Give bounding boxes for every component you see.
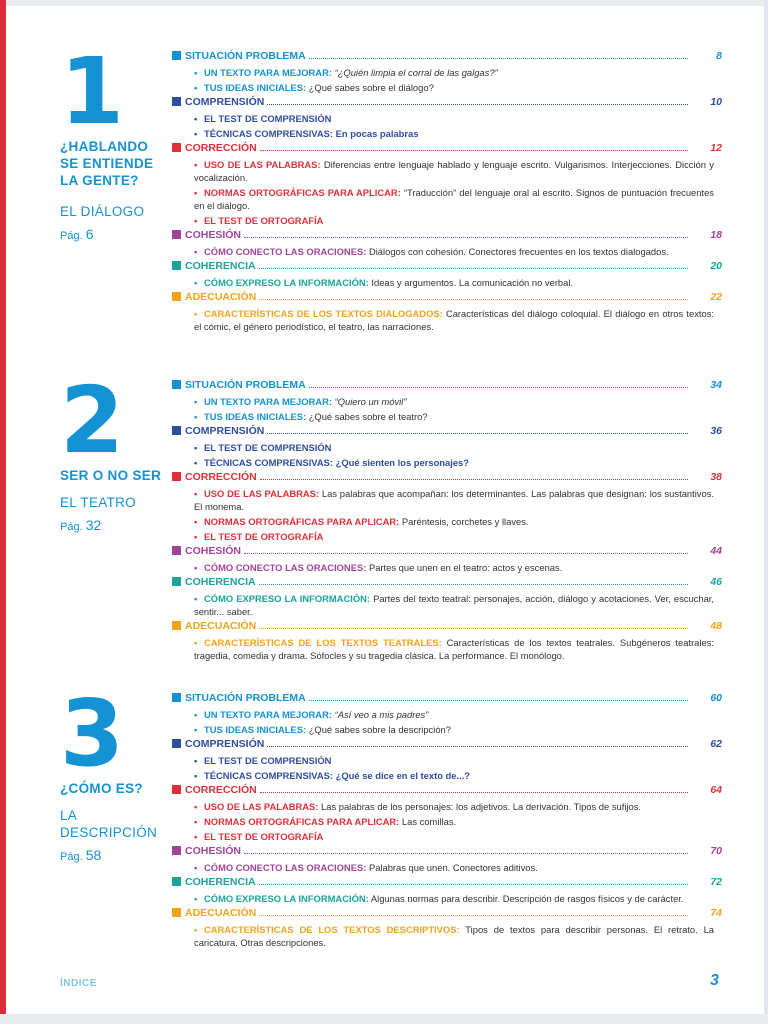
item-text: Características del diálogo coloquial. El diálogo en otros textos: el cómic, el género periodístico, el teatro, las narraciones. [194, 308, 714, 332]
item-label: CÓMO EXPRESO LA INFORMACIÓN: [204, 893, 369, 904]
unit-title [60, 467, 170, 484]
dot-leader [244, 237, 688, 238]
toc-item: • TÉCNICAS COMPRENSIVAS: ¿Qué se dice en el texto de...? [194, 770, 471, 781]
section-name: COHERENCIA [185, 576, 256, 588]
unit-2-toc [172, 379, 722, 664]
item-label: EL TEST DE ORTOGRAFÍA [204, 215, 324, 226]
section-page: 44 [710, 545, 722, 557]
toc-item: • EL TEST DE COMPRENSIÓN [194, 442, 332, 453]
unit-1-header [60, 38, 170, 242]
item-label: TÉCNICAS COMPRENSIVAS: [204, 457, 334, 468]
unit-3-toc [172, 692, 722, 951]
section-name: CORRECCIÓN [185, 142, 257, 154]
unit-page-ref [60, 517, 170, 533]
section-marker-square [172, 261, 181, 270]
section-page: 38 [710, 471, 722, 483]
toc-item: • EL TEST DE ORTOGRAFÍA [194, 215, 324, 226]
item-label: USO DE LAS PALABRAS: [204, 801, 319, 812]
item-text: Paréntesis, corchetes y llaves. [401, 516, 529, 527]
section-marker-square [172, 230, 181, 239]
section-comprension[interactable] [172, 96, 722, 112]
item-label: NORMAS ORTOGRÁFICAS PARA APLICAR: [204, 516, 400, 527]
section-name: SITUACIÓN PROBLEMA [185, 692, 306, 704]
toc-item: • TUS IDEAS INICIALES: ¿Qué sabes sobre el teatro? [194, 411, 428, 422]
section-name: CORRECCIÓN [185, 784, 257, 796]
unit-number: 1 [60, 38, 123, 145]
item-text: Las comillas. [401, 816, 457, 827]
toc-item: • CÓMO EXPRESO LA INFORMACIÓN: Ideas y argumentos. La comunicación no verbal. [194, 277, 574, 288]
item-label: TUS IDEAS INICIALES: [204, 724, 307, 735]
section-name: COHESIÓN [185, 545, 242, 557]
section-page: 18 [710, 229, 722, 241]
toc-item: • UN TEXTO PARA MEJORAR: “Quiero un móvil” [194, 396, 407, 407]
section-name: ADECUACIÓN [185, 620, 257, 632]
toc-item: • NORMAS ORTOGRÁFICAS PARA APLICAR: Las comillas. [194, 816, 457, 827]
toc-item: • NORMAS ORTOGRÁFICAS PARA APLICAR: “Traducción” del lenguaje oral al escrito. Signos de puntuación frecuentes en el diálogo. [194, 187, 714, 211]
section-marker-square [172, 97, 181, 106]
section-name: SITUACIÓN PROBLEMA [185, 50, 306, 62]
section-marker-square [172, 739, 181, 748]
item-label: EL TEST DE ORTOGRAFÍA [204, 531, 324, 542]
section-name: COHESIÓN [185, 229, 242, 241]
item-label: UN TEXTO PARA MEJORAR: [204, 67, 332, 78]
section-page: 60 [710, 692, 722, 704]
dot-leader [259, 884, 688, 885]
section-page: 8 [716, 50, 722, 62]
toc-item: • EL TEST DE ORTOGRAFÍA [194, 831, 324, 842]
pag-label: Pág. [60, 521, 83, 533]
unit-1-toc [172, 50, 722, 335]
item-text: “Así veo a mis padres” [334, 709, 429, 720]
section-marker-square [172, 785, 181, 794]
toc-item: • UN TEXTO PARA MEJORAR: “Así veo a mis padres” [194, 709, 429, 720]
pag-number: 32 [85, 517, 102, 533]
section-marker-square [172, 143, 181, 152]
dot-leader [244, 853, 688, 854]
item-text: Las palabras de los personajes: los adjetivos. La derivación. Tipos de sufijos. [321, 801, 642, 812]
section-name: COHERENCIA [185, 260, 256, 272]
section-comprension[interactable] [172, 425, 722, 441]
item-label: CARACTERÍSTICAS DE LOS TEXTOS TEATRALES: [204, 637, 442, 648]
item-label: UN TEXTO PARA MEJORAR: [204, 709, 332, 720]
unit-page-ref [60, 226, 170, 242]
dot-leader [309, 387, 688, 388]
toc-item: • USO DE LAS PALABRAS: Diferencias entre lenguaje hablado y lenguaje escrito. Vulgarismos. Interjecciones. Dicción y vocalización. [194, 159, 714, 183]
unit-number: 2 [60, 367, 123, 474]
toc-item: • CÓMO EXPRESO LA INFORMACIÓN: Partes del texto teatral: personajes, acción, diálogo y acotaciones. Ver, escuchar, sentir... saber. [194, 593, 714, 617]
unit-title-line: ¿CÓMO ES? [60, 781, 143, 796]
section-page: 74 [710, 907, 722, 919]
dot-leader [260, 792, 688, 793]
section-marker-square [172, 846, 181, 855]
section-comprension[interactable] [172, 738, 722, 754]
section-name: COHESIÓN [185, 845, 242, 857]
toc-item: • EL TEST DE COMPRENSIÓN [194, 755, 332, 766]
section-name: SITUACIÓN PROBLEMA [185, 379, 306, 391]
dot-leader [267, 746, 688, 747]
section-page: 48 [710, 620, 722, 632]
item-label: UN TEXTO PARA MEJORAR: [204, 396, 332, 407]
dot-leader [259, 268, 688, 269]
section-situacion[interactable] [172, 692, 722, 708]
footer-index-label: ÍNDICE [60, 978, 97, 989]
section-page: 12 [710, 142, 722, 154]
unit-subtitle [60, 807, 170, 841]
item-text: Palabras que unen. Conectores aditivos. [368, 862, 538, 873]
toc-item: • UN TEXTO PARA MEJORAR: “¿Quién limpia el corral de las galgas?” [194, 67, 498, 78]
item-text: “¿Quién limpia el corral de las galgas?” [334, 67, 498, 78]
section-name: CORRECCIÓN [185, 471, 257, 483]
pag-label: Pág. [60, 851, 83, 863]
item-text: Algunas normas para describir. Descripción de rasgos físicos y de carácter. [370, 893, 684, 904]
dot-leader [260, 150, 688, 151]
toc-item: • CÓMO CONECTO LAS ORACIONES: Partes que unen en el teatro: actos y escenas. [194, 562, 563, 573]
toc-item: • TÉCNICAS COMPRENSIVAS: En pocas palabras [194, 128, 419, 139]
item-label: EL TEST DE COMPRENSIÓN [204, 755, 332, 766]
unit-title-line: SE ENTIENDE [60, 156, 154, 171]
item-label: NORMAS ORTOGRÁFICAS PARA APLICAR: [204, 816, 400, 827]
page-edge-top [0, 0, 768, 6]
item-text: ¿Qué se dice en el texto de...? [335, 770, 471, 781]
unit-title-line: ¿HABLANDO [60, 139, 149, 154]
dot-leader [259, 628, 688, 629]
dot-leader [267, 433, 688, 434]
item-text: ¿Qué sienten los personajes? [335, 457, 469, 468]
toc-item: • TUS IDEAS INICIALES: ¿Qué sabes sobre la descripción? [194, 724, 451, 735]
section-marker-square [172, 472, 181, 481]
section-marker-square [172, 877, 181, 886]
unit-title-line: SER O NO SER [60, 468, 162, 483]
pag-number: 6 [85, 226, 94, 242]
dot-leader [259, 915, 688, 916]
section-name: COMPRENSIÓN [185, 96, 265, 108]
dot-leader [259, 299, 688, 300]
section-cohesion[interactable] [172, 845, 722, 861]
unit-subtitle-line: LA [60, 808, 78, 823]
section-marker-square [172, 51, 181, 60]
item-text: Características de los textos teatrales. Subgéneros teatrales: tragedia, comedia y drama. Sófocles y su tragedia clásica. La performance. El monólogo. [194, 637, 714, 661]
dot-leader [244, 553, 688, 554]
section-situacion[interactable] [172, 379, 722, 395]
section-page: 62 [710, 738, 722, 750]
section-adecuacion[interactable] [172, 291, 722, 307]
section-name: COMPRENSIÓN [185, 425, 265, 437]
section-name: COMPRENSIÓN [185, 738, 265, 750]
item-label: CÓMO CONECTO LAS ORACIONES: [204, 562, 367, 573]
item-text: Ideas y argumentos. La comunicación no verbal. [371, 277, 574, 288]
unit-2-header [60, 367, 170, 533]
unit-page-ref [60, 847, 170, 863]
dot-leader [309, 700, 688, 701]
unit-subtitle: EL TEATRO [60, 495, 136, 510]
toc-item: • CARACTERÍSTICAS DE LOS TEXTOS DIALOGADOS: Características del diálogo coloquial. El diálogo en otros textos: el cómic, el género periodístico, el teatro, las narraciones. [194, 308, 714, 332]
toc-item: • CARACTERÍSTICAS DE LOS TEXTOS TEATRALES: Características de los textos teatrales. Subgéneros teatrales: tragedia, comedia y drama. Sófocles y su tragedia clásica. La performance. El monólogo. [194, 637, 714, 661]
section-cohesion[interactable] [172, 229, 722, 245]
unit-subtitle-line: DESCRIPCIÓN [60, 825, 158, 840]
item-text: En pocas palabras [335, 128, 419, 139]
section-page: 70 [710, 845, 722, 857]
unit-title-line: LA GENTE? [60, 173, 139, 188]
section-page: 20 [710, 260, 722, 272]
section-marker-square [172, 693, 181, 702]
item-label: CÓMO CONECTO LAS ORACIONES: [204, 246, 367, 257]
section-correccion[interactable] [172, 471, 722, 487]
unit-3-header [60, 680, 170, 863]
item-text: ¿Qué sabes sobre la descripción? [308, 724, 451, 735]
section-marker-square [172, 292, 181, 301]
section-page: 22 [710, 291, 722, 303]
page-edge-left [0, 0, 6, 1024]
item-label: TUS IDEAS INICIALES: [204, 82, 307, 93]
unit-number: 3 [60, 680, 123, 787]
section-page: 10 [710, 96, 722, 108]
toc-item: • TUS IDEAS INICIALES: ¿Qué sabes sobre el diálogo? [194, 82, 434, 93]
section-marker-square [172, 577, 181, 586]
unit-title [60, 138, 170, 189]
dot-leader [260, 479, 688, 480]
section-marker-square [172, 426, 181, 435]
dot-leader [309, 58, 688, 59]
dot-leader [259, 584, 688, 585]
item-text: Partes que unen en el teatro: actos y escenas. [368, 562, 563, 573]
toc-item: • NORMAS ORTOGRÁFICAS PARA APLICAR: Paréntesis, corchetes y llaves. [194, 516, 529, 527]
section-correccion[interactable] [172, 142, 722, 158]
item-label: EL TEST DE COMPRENSIÓN [204, 113, 332, 124]
toc-item: • USO DE LAS PALABRAS: Las palabras de los personajes: los adjetivos. La derivación. Tipos de sufijos. [194, 801, 642, 812]
section-cohesion[interactable] [172, 545, 722, 561]
toc-item: • TÉCNICAS COMPRENSIVAS: ¿Qué sienten los personajes? [194, 457, 469, 468]
section-name: ADECUACIÓN [185, 907, 257, 919]
toc-item: • CARACTERÍSTICAS DE LOS TEXTOS DESCRIPTIVOS: Tipos de textos para describir personas. El retrato. La caricatura. Otras descripciones. [194, 924, 715, 948]
section-marker-square [172, 380, 181, 389]
toc-item: • EL TEST DE COMPRENSIÓN [194, 113, 332, 124]
toc-item: • CÓMO CONECTO LAS ORACIONES: Palabras que unen. Conectores aditivos. [194, 862, 538, 873]
item-label: CARACTERÍSTICAS DE LOS TEXTOS DIALOGADOS: [204, 308, 443, 319]
dot-leader [267, 104, 688, 105]
item-text: ¿Qué sabes sobre el diálogo? [308, 82, 434, 93]
section-adecuacion[interactable] [172, 907, 722, 923]
toc-item: • CÓMO CONECTO LAS ORACIONES: Diálogos con cohesión. Conectores frecuentes en los textos dialogados. [194, 246, 669, 257]
unit-subtitle: EL DIÁLOGO [60, 204, 145, 219]
item-label: CÓMO EXPRESO LA INFORMACIÓN: [204, 277, 369, 288]
item-text: “Traducción” del lenguaje oral al escrito. Signos de puntuación frecuentes en el diálogo. [194, 187, 714, 211]
section-page: 46 [710, 576, 722, 588]
toc-item: • CÓMO EXPRESO LA INFORMACIÓN: Algunas normas para describir. Descripción de rasgos físicos y de carácter. [194, 893, 684, 904]
item-text: “Quiero un móvil” [334, 396, 407, 407]
section-marker-square [172, 908, 181, 917]
section-coherencia[interactable] [172, 876, 722, 892]
section-coherencia[interactable] [172, 260, 722, 276]
section-marker-square [172, 621, 181, 630]
toc-item: • USO DE LAS PALABRAS: Las palabras que acompañan: los determinantes. Las palabras que designan: los sustantivos. El monema. [194, 488, 714, 512]
section-page: 72 [710, 876, 722, 888]
section-situacion[interactable] [172, 50, 722, 66]
item-text: Partes del texto teatral: personajes, acción, diálogo y acotaciones. Ver, escuchar, sentir... saber. [194, 593, 714, 617]
section-page: 34 [710, 379, 722, 391]
page-edge-right [764, 0, 768, 1024]
item-text: ¿Qué sabes sobre el teatro? [308, 411, 428, 422]
item-label: TÉCNICAS COMPRENSIVAS: [204, 128, 334, 139]
section-correccion[interactable] [172, 784, 722, 800]
item-label: TÉCNICAS COMPRENSIVAS: [204, 770, 334, 781]
item-text: Diferencias entre lenguaje hablado y lenguaje escrito. Vulgarismos. Interjecciones. Dicción y vocalización. [194, 159, 714, 183]
item-label: EL TEST DE COMPRENSIÓN [204, 442, 332, 453]
section-name: COHERENCIA [185, 876, 256, 888]
section-adecuacion[interactable] [172, 620, 722, 636]
item-label: USO DE LAS PALABRAS: [204, 159, 321, 170]
item-label: CARACTERÍSTICAS DE LOS TEXTOS DESCRIPTIVOS: [204, 924, 460, 935]
section-page: 64 [710, 784, 722, 796]
item-label: CÓMO EXPRESO LA INFORMACIÓN: [204, 593, 371, 604]
section-page: 36 [710, 425, 722, 437]
page-edge-bottom [0, 1014, 768, 1024]
item-label: CÓMO CONECTO LAS ORACIONES: [204, 862, 367, 873]
item-label: NORMAS ORTOGRÁFICAS PARA APLICAR: [204, 187, 401, 198]
item-text: Las palabras que acompañan: los determinantes. Las palabras que designan: los sustantivos. El monema. [194, 488, 714, 512]
section-coherencia[interactable] [172, 576, 722, 592]
section-name: ADECUACIÓN [185, 291, 257, 303]
pag-number: 58 [85, 847, 102, 863]
section-marker-square [172, 546, 181, 555]
item-text: Diálogos con cohesión. Conectores frecuentes en los textos dialogados. [368, 246, 669, 257]
item-label: TUS IDEAS INICIALES: [204, 411, 307, 422]
toc-item: • EL TEST DE ORTOGRAFÍA [194, 531, 324, 542]
item-label: USO DE LAS PALABRAS: [204, 488, 320, 499]
pag-label: Pág. [60, 230, 83, 242]
item-label: EL TEST DE ORTOGRAFÍA [204, 831, 324, 842]
item-text: Tipos de textos para describir personas. El retrato. La caricatura. Otras descripciones. [194, 924, 715, 948]
footer-page-number: 3 [710, 972, 719, 989]
unit-title [60, 780, 170, 797]
